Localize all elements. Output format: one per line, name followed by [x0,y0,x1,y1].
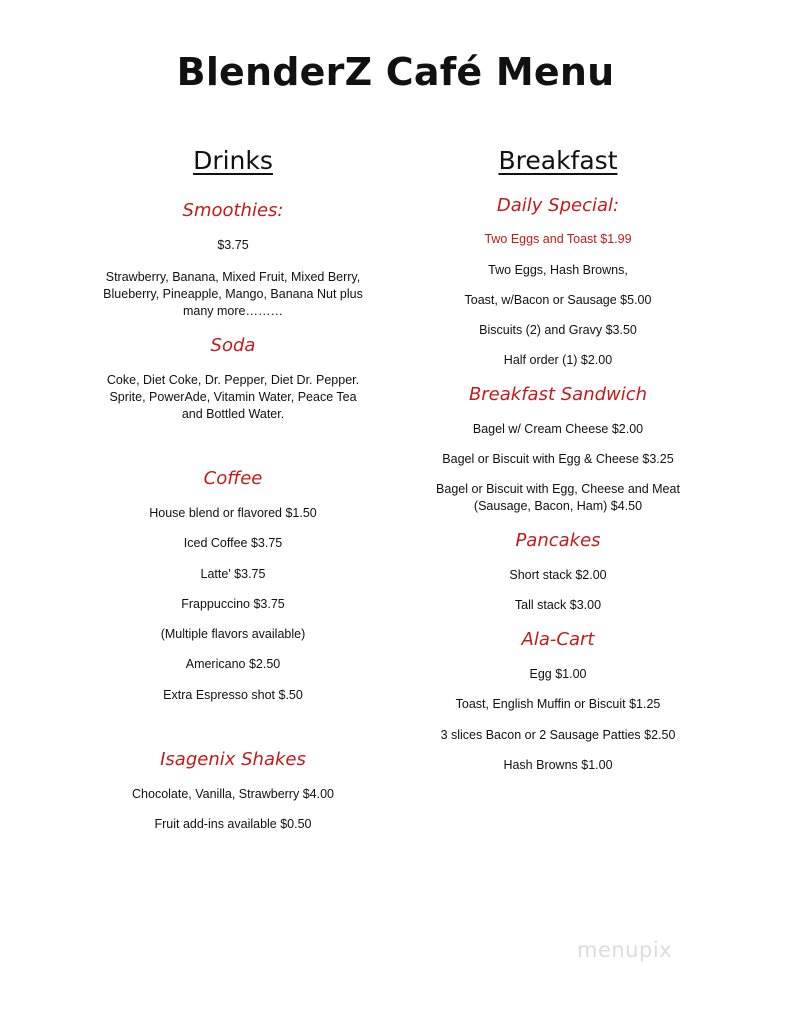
daily-special-item: Half order (1) $2.00 [503,353,613,367]
sandwich-item: Bagel or Biscuit with Egg, Cheese and Meat [436,482,680,496]
soda-desc-line: and Bottled Water. [181,407,285,421]
ala-cart-item: Hash Browns $1.00 [503,758,613,772]
coffee-item: Americano $2.50 [185,657,281,671]
sandwich-item: Bagel or Biscuit with Egg & Cheese $3.25 [442,452,674,466]
breakfast-heading: Breakfast [498,146,618,175]
isagenix-item: Chocolate, Vanilla, Strawberry $4.00 [132,787,334,801]
drinks-heading: Drinks [193,146,273,175]
isagenix-item: Fruit add-ins available $0.50 [154,817,312,831]
pancakes-item: Tall stack $3.00 [514,598,602,612]
ala-cart-item: Toast, English Muffin or Biscuit $1.25 [455,697,661,711]
isagenix-heading: Isagenix Shakes [160,749,306,770]
smoothies-desc-line: Strawberry, Banana, Mixed Fruit, Mixed Berry, [105,270,361,284]
menu-title: BlenderZ Café Menu [176,50,615,94]
soda-heading: Soda [210,335,256,356]
smoothies-desc-line: many more……… [182,304,284,318]
coffee-item: Extra Espresso shot $.50 [163,688,303,702]
smoothies-heading: Smoothies: [182,200,284,221]
sandwich-item: Bagel w/ Cream Cheese $2.00 [472,422,644,436]
coffee-heading: Coffee [203,468,263,489]
ala-cart-item: Egg $1.00 [529,667,587,681]
coffee-item: House blend or flavored $1.50 [149,506,317,520]
pancakes-item: Short stack $2.00 [509,568,607,582]
ala-cart-item: 3 slices Bacon or 2 Sausage Patties $2.50 [440,728,676,742]
coffee-item: (Multiple flavors available) [160,627,306,641]
sandwich-item: (Sausage, Bacon, Ham) $4.50 [473,499,643,513]
breakfast-sandwich-heading: Breakfast Sandwich [468,384,648,405]
ala-cart-heading: Ala-Cart [521,629,595,650]
coffee-item: Iced Coffee $3.75 [183,536,283,550]
smoothies-price: $3.75 [217,238,249,252]
daily-special-highlight: Two Eggs and Toast $1.99 [484,232,632,246]
daily-special-item: Two Eggs, Hash Browns, [488,263,628,277]
smoothies-desc-line: Blueberry, Pineapple, Mango, Banana Nut plus [103,287,363,301]
soda-desc-line: Sprite, PowerAde, Vitamin Water, Peace Tea [109,390,357,404]
coffee-item: Frappuccino $3.75 [181,597,285,611]
pancakes-heading: Pancakes [515,530,601,551]
daily-special-heading: Daily Special: [496,195,620,216]
coffee-item: Latte' $3.75 [200,567,266,581]
soda-desc-line: Coke, Diet Coke, Dr. Pepper, Diet Dr. Pepper. [106,373,360,387]
daily-special-item: Biscuits (2) and Gravy $3.50 [479,323,637,337]
menupix-watermark: menupix [577,938,673,962]
daily-special-item: Toast, w/Bacon or Sausage $5.00 [464,293,652,307]
